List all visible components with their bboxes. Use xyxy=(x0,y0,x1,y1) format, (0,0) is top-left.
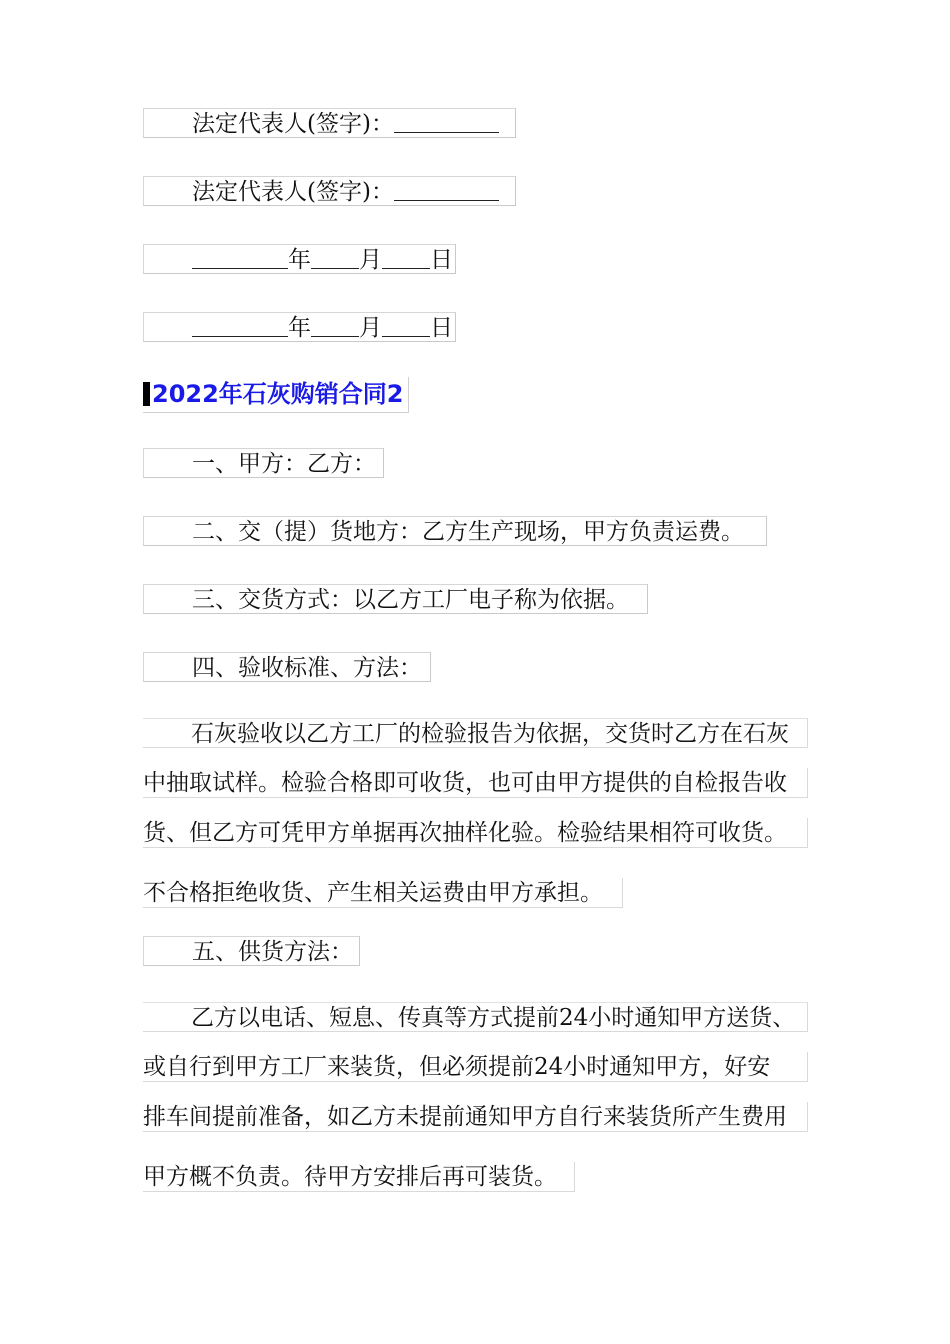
month-blank xyxy=(311,248,359,269)
paragraph-line: 石灰验收以乙方工厂的检验报告为依据，交货时乙方在石灰 xyxy=(143,718,808,748)
paragraph-line: 甲方概不负责。待甲方安排后再可装货。 xyxy=(143,1162,575,1192)
signature-label: 法定代表人(签字)： xyxy=(192,179,394,205)
year-label: 年 xyxy=(288,247,311,273)
day-blank xyxy=(382,316,430,337)
paragraph-line: 不合格拒绝收货、产生相关运费由甲方承担。 xyxy=(143,878,623,908)
paragraph-line: 中抽取试样。检验合格即可收货，也可由甲方提供的自检报告收 xyxy=(143,768,808,798)
date-line-2 xyxy=(143,312,456,342)
day-label: 日 xyxy=(430,315,453,341)
month-label: 月 xyxy=(359,247,382,273)
clause-4-body xyxy=(143,718,808,928)
signature-blank xyxy=(394,180,499,201)
paragraph-line: 乙方以电话、短息、传真等方式提前24小时通知甲方送货、 xyxy=(143,1002,808,1032)
clause-3-text: 三、交货方式：以乙方工厂电子称为依据。 xyxy=(192,587,629,613)
heading-marker xyxy=(143,382,150,406)
year-blank xyxy=(192,248,288,269)
contract-title xyxy=(143,377,409,413)
signature-label: 法定代表人(签字)： xyxy=(192,111,394,137)
paragraph-line: 排车间提前准备，如乙方未提前通知甲方自行来装货所产生费用 xyxy=(143,1102,808,1132)
clause-2-text: 二、交（提）货地方：乙方生产现场，甲方负责运费。 xyxy=(192,519,744,545)
day-label: 日 xyxy=(430,247,453,273)
paragraph-line: 货、但乙方可凭甲方单据再次抽样化验。检验结果相符可收货。 xyxy=(143,818,808,848)
clause-5-heading xyxy=(143,936,360,966)
clause-1-text: 一、甲方：乙方： xyxy=(192,451,376,477)
signature-line-1 xyxy=(143,108,516,138)
clause-4-heading xyxy=(143,652,431,682)
signature-line-2 xyxy=(143,176,516,206)
year-blank xyxy=(192,316,288,337)
paragraph-line: 或自行到甲方工厂来装货，但必须提前24小时通知甲方，好安 xyxy=(143,1052,808,1082)
clause-4-text: 四、验收标准、方法： xyxy=(192,655,422,681)
date-line-1 xyxy=(143,244,456,274)
month-label: 月 xyxy=(359,315,382,341)
signature-blank xyxy=(394,112,499,133)
year-label: 年 xyxy=(288,315,311,341)
clause-1 xyxy=(143,448,384,478)
contract-title-text: 2022年石灰购销合同2 xyxy=(152,380,404,408)
clause-2 xyxy=(143,516,767,546)
day-blank xyxy=(382,248,430,269)
clause-3 xyxy=(143,584,648,614)
month-blank xyxy=(311,316,359,337)
clause-5-body xyxy=(143,1002,808,1212)
clause-5-text: 五、供货方法： xyxy=(192,939,353,965)
